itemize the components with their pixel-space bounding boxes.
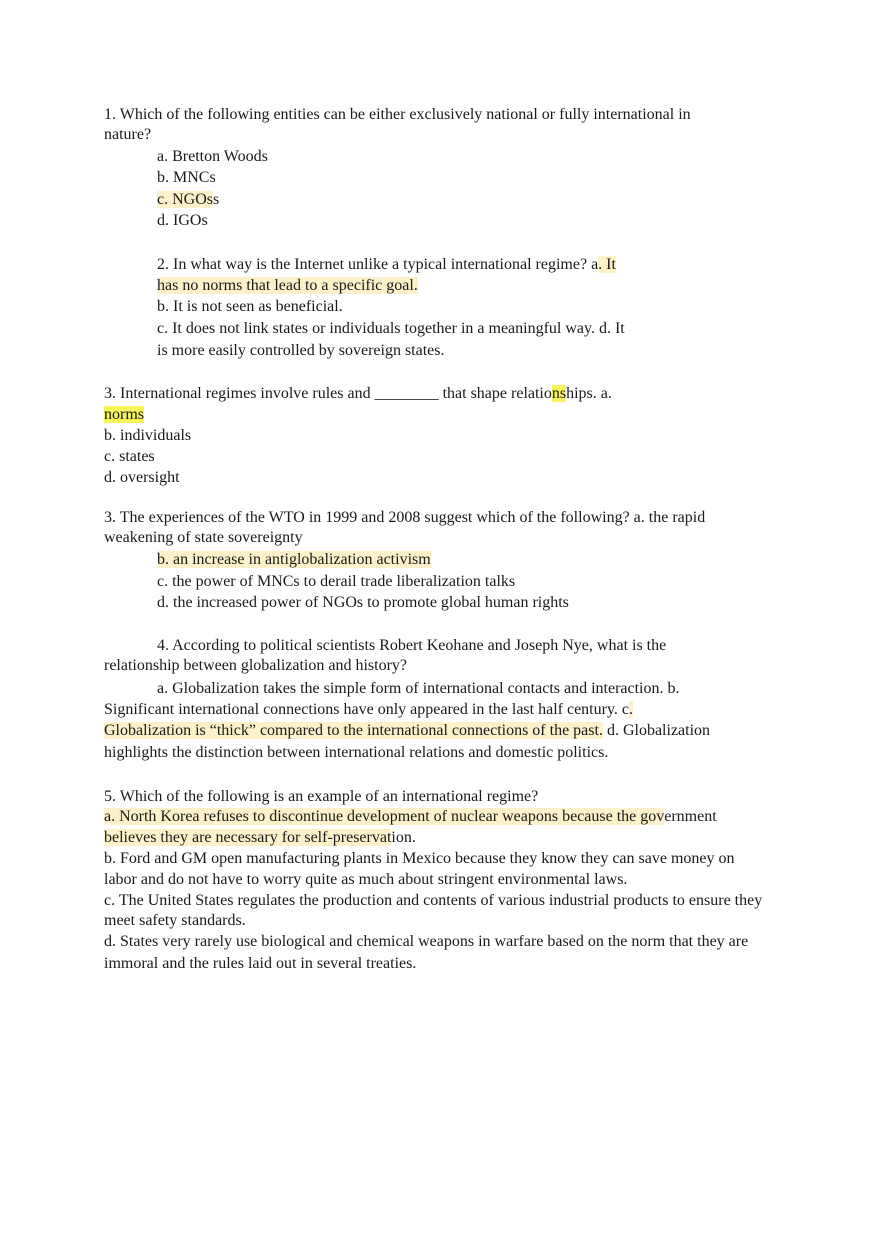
question-4-option-d: highlights the distinction between international relations and domestic politics. (104, 744, 609, 761)
option-text: ion. (391, 829, 416, 846)
highlighted-answer: has no norms that lead to a specific goal. (157, 277, 418, 294)
question-4-stem-line-1: 4. According to political scientists Robert Keohane and Joseph Nye, what is the (157, 637, 667, 654)
question-1-option-d: d. IGOs (157, 212, 208, 229)
question-4-option-a: a. Globalization takes the simple form of international contacts and interaction. b. (157, 680, 680, 697)
question-3b-option-d: d. the increased power of NGOs to promote global human rights (157, 594, 569, 611)
question-1-option-b: b. MNCs (157, 169, 216, 186)
question-4-stem-line-2: relationship between globalization and history? (104, 657, 408, 674)
question-5-option-a-line-1 (104, 807, 717, 827)
highlighted-answer: b. an increase in antiglobalization activism (157, 551, 431, 568)
highlighted-text: . (629, 701, 633, 718)
question-5-option-d-line-1: d. States very rarely use biological and chemical weapons in warfare based on the norm that they are (104, 933, 749, 950)
question-3a-option-c: c. states (104, 448, 155, 465)
question-5-option-c-line-1: c. The United States regulates the production and contents of various industrial products to ensure they (104, 892, 763, 909)
stem-text: hips. a. (566, 385, 612, 402)
question-5-option-b-line-2: labor and do not have to worry quite as much about stringent environmental laws. (104, 871, 628, 888)
question-3b-option-b (157, 550, 431, 570)
question-3a-option-d: d. oversight (104, 469, 180, 486)
question-5-stem: 5. Which of the following is an example of an international regime? (104, 788, 539, 805)
question-1-option-c (157, 190, 219, 210)
highlighted-answer: norms (104, 406, 144, 423)
question-1-option-a: a. Bretton Woods (157, 148, 268, 165)
option-text: ernment (664, 808, 717, 825)
question-2-option-b: b. It is not seen as beneficial. (157, 298, 343, 315)
question-2-option-c: c. It does not link states or individuals together in a meaningful way. d. It (157, 320, 625, 337)
question-5-option-a-line-2 (104, 828, 416, 848)
stem-text: 2. In what way is the Internet unlike a typical international regime? a (157, 256, 599, 273)
question-3a-option-b: b. individuals (104, 427, 192, 444)
question-3b-option-c: c. the power of MNCs to derail trade liberalization talks (157, 573, 516, 590)
question-3b-stem-line-2: weakening of state sovereignty (104, 529, 303, 546)
question-2-option-d: is more easily controlled by sovereign states. (157, 342, 445, 359)
question-3a-option-a (104, 405, 144, 425)
question-3a-stem-line-1 (104, 384, 612, 404)
question-5-option-c-line-2: meet safety standards. (104, 912, 246, 929)
highlighted-answer: . It (598, 256, 616, 273)
question-2-stem-line-1 (157, 255, 616, 275)
highlighted-answer: c. NGOs (157, 191, 213, 208)
question-3b-stem-line-1: 3. The experiences of the WTO in 1999 and 2008 suggest which of the following? a. the rapid (104, 509, 706, 526)
question-5-option-d-line-2: immoral and the rules laid out in several treaties. (104, 955, 417, 972)
highlighted-answer: Globalization is “thick” compared to the international connections of the past. (104, 722, 603, 739)
question-1-stem-line-2: nature? (104, 126, 152, 143)
question-1-stem-line-1: 1. Which of the following entities can be either exclusively national or fully international in (104, 106, 691, 123)
option-text: d. Globalization (602, 722, 711, 739)
question-2-option-a (157, 276, 418, 296)
option-text: Significant international connections have only appeared in the last half century. c (104, 701, 629, 718)
question-5-option-b-line-1: b. Ford and GM open manufacturing plants in Mexico because they know they can save money on (104, 850, 735, 867)
stem-text: 3. International regimes involve rules and ________ that shape relatio (104, 385, 552, 402)
question-4-option-c (104, 721, 710, 741)
highlighted-answer: a. North Korea refuses to discontinue development of nuclear weapons because the gov (104, 808, 665, 825)
question-4-option-b (104, 700, 633, 720)
highlighted-text: ns (551, 385, 567, 402)
highlighted-answer: believes they are necessary for self-preservat (104, 829, 392, 846)
option-text: s (213, 191, 220, 208)
